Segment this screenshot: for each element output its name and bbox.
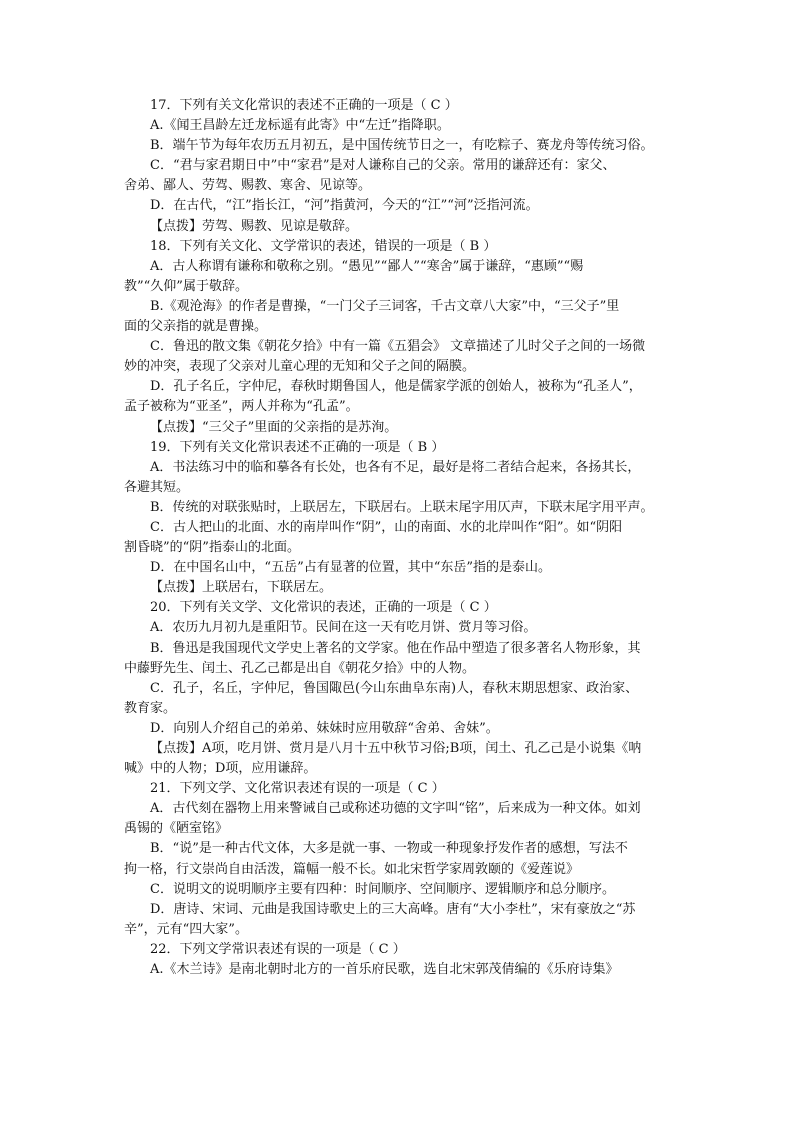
tip-line: 【点拨】劳驾、赐教、见谅是敬辞。	[150, 218, 359, 234]
option-line: A.《木兰诗》是南北朝时北方的一首乐府民歌，选自北宋郭茂倩编的《乐府诗集》	[150, 962, 619, 978]
tip-line: 【点拨】“三父子”里面的父亲指的是苏洵。	[150, 419, 398, 435]
tip-line: 喊》中的人物；D项，应用谦辞。	[124, 761, 317, 777]
question-line: 21．下列文学、文化常识表述有误的一项是（ C ）	[150, 781, 445, 797]
option-line: 孟子被称为“亚圣”，两人并称为“孔孟”。	[124, 399, 359, 415]
tip-line: 【点拨】上联居右，下联居左。	[150, 580, 333, 596]
option-line: 辛”，元有“四大家”。	[124, 921, 248, 937]
option-line: B．鲁迅是我国现代文学史上著名的文学家。他在作品中塑造了很多著名人物形象，其	[150, 640, 641, 656]
option-line: D．唐诗、宋词、元曲是我国诗歌史上的三大高峰。唐有“大小李杜”，宋有豪放之“苏	[150, 901, 636, 917]
tip-line: 【点拨】A项，吃月饼、赏月是八月十五中秋节习俗;B项，闰土、孔乙己是小说集《呐	[150, 741, 642, 756]
option-line: A．古人称谓有谦称和敬称之别。“愚见”“鄙人”“寒舍”属于谦辞，“惠顾”“赐	[150, 258, 584, 274]
option-line: 舍弟、鄙人、劳驾、赐教、寒舍、见谅等。	[124, 178, 372, 194]
option-line: D．孔子名丘，字仲尼，春秋时期鲁国人，他是儒家学派的创始人，被称为“孔圣人”，	[150, 379, 642, 395]
option-line: B．传统的对联张贴时，上联居左，下联居右。上联末尾字用仄声，下联末尾字用平声。	[150, 499, 654, 515]
option-line: 教育家。	[124, 700, 177, 716]
option-line: 教”“久仰”属于敬辞。	[124, 278, 248, 294]
option-line: B．端午节为每年农历五月初五，是中国传统节日之一，有吃粽子、赛龙舟等传统习俗。	[150, 138, 654, 154]
option-line: 各避其短。	[124, 479, 190, 495]
option-line: 拘一格，行文崇尚自由活泼，篇幅一般不长。如北宋哲学家周敦颐的《爱莲说》	[124, 861, 580, 877]
option-line: C．说明文的说明顺序主要有四种：时间顺序、空间顺序、逻辑顺序和总分顺序。	[150, 881, 615, 897]
option-line: A.《闻王昌龄左迁龙标遥有此寄》中“左迁”指降职。	[150, 118, 450, 134]
option-line: 割昏晓”的“阴”指泰山的北面。	[124, 540, 300, 556]
option-line: B.《观沧海》的作者是曹操，“一门父子三词客，千古文章八大家”中，“三父子”里	[150, 298, 620, 314]
option-line: A．书法练习中的临和摹各有长处，也各有不足，最好是将二者结合起来，各扬其长，	[150, 459, 641, 475]
option-line: D．在古代，“江”指长江，“河”指黄河，今天的“江”“河”泛指河流。	[150, 198, 539, 214]
option-line: 妙的冲突，表现了父亲对儿童心理的无知和父子之间的隔膜。	[124, 359, 476, 375]
option-line: B．“说”是一种古代文体，大多是就一事、一物或一种现象抒发作者的感想，写法不	[150, 841, 628, 857]
option-line: 面的父亲指的就是曹操。	[124, 319, 268, 335]
question-line: 18．下列有关文化、文学常识的表述，错误的一项是（ B ）	[150, 238, 497, 254]
option-line: 中藤野先生、闰土、孔乙己都是出自《朝花夕拾》中的人物。	[124, 660, 476, 676]
option-line: C．古人把山的北面、水的南岸叫作“阴”，山的南面、水的北岸叫作“阳”。如“阴阳	[150, 519, 623, 535]
option-line: C．“君与家君期日中”中“家君”是对人谦称自己的父亲。常用的谦辞还有：家父、	[150, 158, 616, 174]
option-line: 禹锡的《陋室铭》	[124, 821, 229, 837]
option-line: A．古代刻在器物上用来警诫自己或称述功德的文字叫“铭”，后来成为一种文体。如刘	[150, 801, 641, 817]
question-line: 20．下列有关文学、文化常识的表述，正确的一项是（ C ）	[150, 600, 497, 616]
question-line: 22．下列文学常识表述有误的一项是（ C ）	[150, 941, 406, 957]
option-line: D．在中国名山中，“五岳”占有显著的位置，其中“东岳”指的是泰山。	[150, 560, 552, 576]
question-line: 19．下列有关文化常识表述不正确的一项是（ B ）	[150, 439, 445, 455]
option-line: D．向别人介绍自己的弟弟、妹妹时应用敬辞“舍弟、舍妹”。	[150, 720, 499, 736]
option-line: C．鲁迅的散文集《朝花夕拾》中有一篇《五猖会》 文章描述了儿时父子之间的一场微	[150, 339, 646, 355]
option-line: C．孔子，名丘，字仲尼，鲁国陬邑(今山东曲阜东南)人，春秋末期思想家、政治家、	[150, 680, 639, 696]
question-line: 17．下列有关文化常识的表述不正确的一项是（ C ）	[150, 98, 458, 113]
option-line: A．农历九月初九是重阳节。民间在这一天有吃月饼、赏月等习俗。	[150, 620, 537, 636]
